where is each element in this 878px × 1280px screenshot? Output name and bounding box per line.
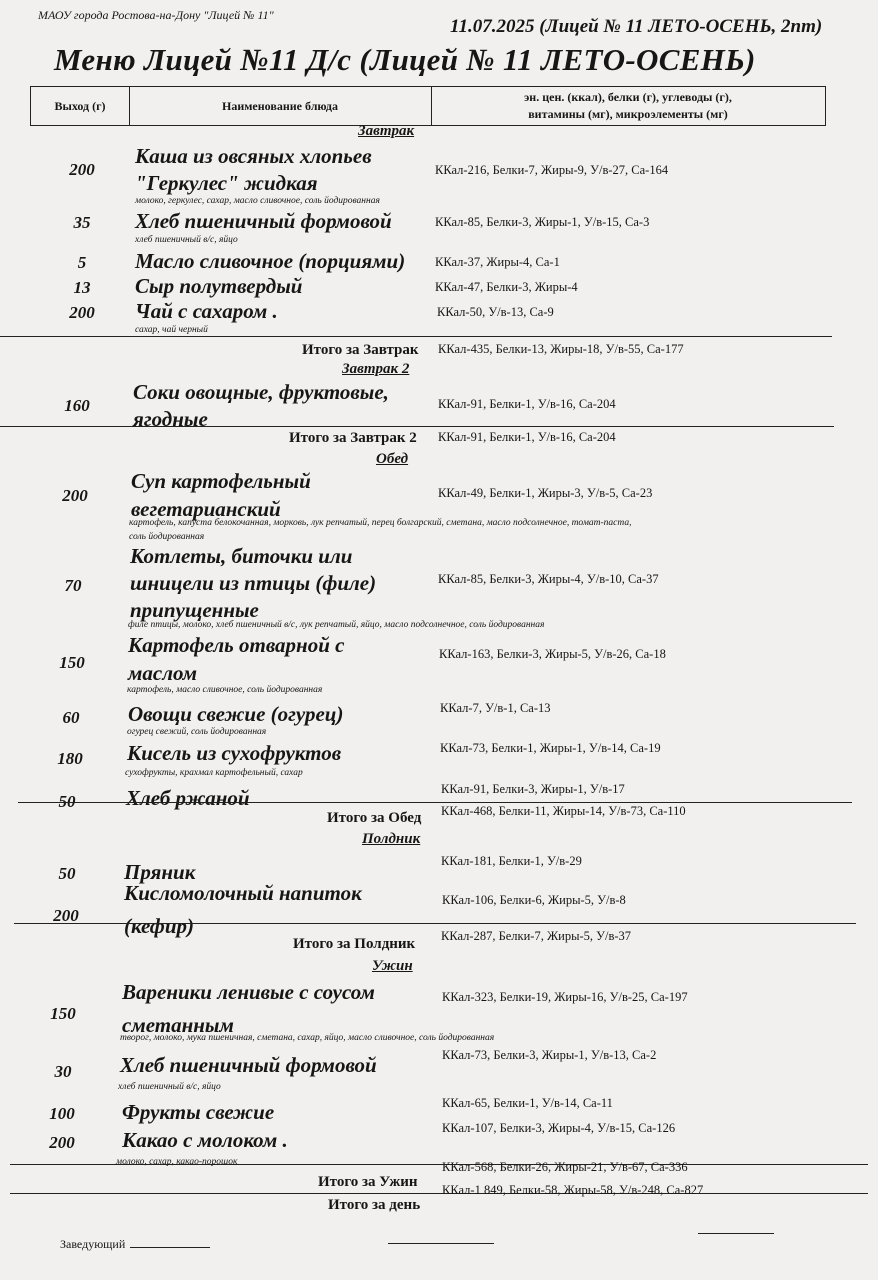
dish-nutrition: ККал-91, Белки-3, Жиры-1, У/в-17 <box>441 782 625 796</box>
total-label: Итого за Завтрак 2 <box>289 430 417 446</box>
item-qty: 150 <box>50 1004 76 1023</box>
dish-name: Каша из овсяных хлопьев <box>135 144 372 168</box>
organization-name: МАОУ города Ростова-на-Дону "Лицей № 11" <box>38 8 274 22</box>
dish-ingredients: творог, молоко, мука пшеничная, сметана, сахар, яйцо, масло сливочное, соль йодированная <box>120 1033 495 1043</box>
dish-nutrition: ККал-323, Белки-19, Жиры-16, У/в-25, Са-197 <box>442 990 688 1004</box>
section-snack-title: Полдник <box>362 831 421 847</box>
item-qty: 200 <box>69 303 95 322</box>
total-nutrition: ККал-91, Белки-1, У/в-16, Са-204 <box>438 430 616 444</box>
column-nutrition-line2: витамины (мг), микроэлементы (мг) <box>528 107 728 121</box>
item-qty: 160 <box>64 396 90 415</box>
dish-name: маслом <box>128 661 198 685</box>
dish-name: Фрукты свежие <box>122 1100 275 1124</box>
day-total-label: Итого за день <box>328 1197 421 1213</box>
dish-name: припущенные <box>130 598 259 622</box>
dish-nutrition: ККал-181, Белки-1, У/в-29 <box>441 854 582 868</box>
item-qty: 180 <box>57 749 83 768</box>
column-nutrition <box>431 87 825 125</box>
divider <box>0 426 834 427</box>
dish-ingredients: сахар, чай черный <box>135 325 208 335</box>
column-yield: Выход (г) <box>54 98 106 113</box>
dish-nutrition: ККал-49, Белки-1, Жиры-3, У/в-5, Са-23 <box>438 486 653 500</box>
divider <box>10 1164 868 1165</box>
dish-name: Картофель отварной с <box>128 633 345 657</box>
column-header-table <box>30 86 826 126</box>
dish-nutrition: ККал-91, Белки-1, У/в-16, Са-204 <box>438 397 616 411</box>
dish-name: Кисломолочный напиток <box>124 881 362 905</box>
total-label: Итого за Полдник <box>293 936 416 952</box>
dish-nutrition: ККал-7, У/в-1, Са-13 <box>440 701 551 715</box>
section-breakfast2-title: Завтрак 2 <box>342 361 410 377</box>
dish-nutrition: ККал-85, Белки-3, Жиры-1, У/в-15, Са-3 <box>435 215 650 229</box>
total-label: Итого за Ужин <box>318 1174 418 1190</box>
dish-name: "Геркулес" жидкая <box>135 171 318 195</box>
dish-name: Масло сливочное (порциями) <box>135 249 406 273</box>
dish-name: Вареники ленивые с соусом <box>122 980 375 1004</box>
column-name: Наименование блюда <box>222 98 338 113</box>
dish-ingredients: огурец свежий, соль йодированная <box>127 727 267 737</box>
total-nutrition: ККал-568, Белки-26, Жиры-21, У/в-67, Са-336 <box>442 1160 688 1174</box>
signature-line <box>130 1247 210 1248</box>
dish-name: Котлеты, биточки или <box>130 544 353 568</box>
dish-ingredients: сухофрукты, крахмал картофельный, сахар <box>125 768 303 778</box>
dish-nutrition: ККал-107, Белки-3, Жиры-4, У/в-15, Са-126 <box>442 1121 676 1135</box>
column-nutrition-line1: эн. цен. (ккал), белки (г), углеводы (г), <box>524 90 732 105</box>
dish-name: Сыр полутвердый <box>135 274 303 298</box>
dish-name: Пряник <box>124 860 196 884</box>
item-qty: 200 <box>53 906 79 925</box>
item-qty: 200 <box>69 160 95 179</box>
dish-ingredients: хлеб пшеничный в/с, яйцо <box>135 235 238 245</box>
item-qty: 13 <box>73 278 91 297</box>
dish-name: Кисель из сухофруктов <box>127 741 342 765</box>
dish-nutrition: ККал-85, Белки-3, Жиры-4, У/в-10, Са-37 <box>438 572 659 586</box>
dish-nutrition: ККал-73, Белки-1, Жиры-1, У/в-14, Са-19 <box>440 741 661 755</box>
item-qty: 70 <box>64 576 82 595</box>
divider <box>18 802 852 803</box>
day-total-nutrition: ККал-1 849, Белки-58, Жиры-58, У/в-248, Са-827 <box>442 1183 704 1197</box>
item-qty: 30 <box>54 1062 72 1081</box>
dish-name: Какао с молоком . <box>122 1128 288 1152</box>
section-dinner-title: Ужин <box>372 958 413 974</box>
dish-ingredients: соль йодированная <box>129 532 205 542</box>
item-qty: 100 <box>49 1104 75 1123</box>
item-qty: 60 <box>62 708 80 727</box>
item-qty: 200 <box>62 486 88 505</box>
dish-ingredients: филе птицы, молоко, хлеб пшеничный в/с, лук репчатый, яйцо, масло подсолнечное, соль йодированная <box>128 620 545 630</box>
item-qty: 50 <box>58 792 76 811</box>
menu-date: 11.07.2025 (Лицей № 11 ЛЕТО-ОСЕНЬ, 2пт) <box>450 16 823 37</box>
total-nutrition: ККал-435, Белки-13, Жиры-18, У/в-55, Са-177 <box>438 342 684 356</box>
dish-name: Овощи свежие (огурец) <box>128 702 344 726</box>
dish-ingredients: картофель, капуста белокочанная, морковь, лук репчатый, перец болгарский, сметана, масло подсолнечное, томат-паста, <box>129 518 632 528</box>
dish-nutrition: ККал-47, Белки-3, Жиры-4 <box>435 280 578 294</box>
dish-name: шницели из птицы (филе) <box>130 571 377 595</box>
total-label: Итого за Обед <box>327 810 422 826</box>
item-qty: 50 <box>58 864 76 883</box>
section-breakfast-title: Завтрак <box>358 123 415 139</box>
dish-nutrition: ККал-106, Белки-6, Жиры-5, У/в-8 <box>442 893 626 907</box>
dish-name: ягодные <box>133 407 208 431</box>
section-lunch-title: Обед <box>376 451 409 467</box>
dish-name: (кефир) <box>124 914 195 938</box>
dish-name: сметанным <box>122 1013 234 1037</box>
item-qty: 35 <box>73 213 91 232</box>
total-nutrition: ККал-468, Белки-11, Жиры-14, У/в-73, Са-110 <box>441 804 686 818</box>
item-qty: 150 <box>59 653 85 672</box>
dish-name: Хлеб пшеничный формовой <box>135 209 392 233</box>
dish-nutrition: ККал-37, Жиры-4, Са-1 <box>435 255 560 269</box>
dish-nutrition: ККал-73, Белки-3, Жиры-1, У/в-13, Са-2 <box>442 1048 657 1062</box>
dish-nutrition: ККал-50, У/в-13, Са-9 <box>437 305 554 319</box>
dish-ingredients: молоко, сахар, какао-порошок <box>116 1157 238 1167</box>
total-label: Итого за Завтрак <box>302 342 419 358</box>
dish-ingredients: картофель, масло сливочное, соль йодированная <box>127 685 323 695</box>
total-nutrition: ККал-287, Белки-7, Жиры-5, У/в-37 <box>441 929 632 943</box>
signature-line <box>388 1243 494 1244</box>
signature-line <box>698 1233 774 1234</box>
dish-name: Соки овощные, фруктовые, <box>133 380 389 404</box>
divider <box>14 923 856 924</box>
dish-name: вегетарианский <box>131 497 281 521</box>
dish-nutrition: ККал-216, Белки-7, Жиры-9, У/в-27, Са-164 <box>435 163 669 177</box>
dish-ingredients: молоко, геркулес, сахар, масло сливочное, соль йодированная <box>135 196 380 206</box>
divider <box>10 1193 868 1194</box>
dish-name: Хлеб ржаной <box>126 786 250 810</box>
head-label: Заведующий <box>60 1237 126 1251</box>
item-qty: 5 <box>77 253 87 272</box>
dish-name: Чай с сахаром . <box>135 299 278 323</box>
dish-name: Хлеб пшеничный формовой <box>120 1053 377 1077</box>
dish-name: Суп картофельный <box>131 469 311 493</box>
dish-nutrition: ККал-163, Белки-3, Жиры-5, У/в-26, Са-18 <box>439 647 666 661</box>
divider <box>0 336 832 337</box>
page-title: Меню Лицей №11 Д/с (Лицей № 11 ЛЕТО-ОСЕНЬ) <box>54 42 756 77</box>
dish-ingredients: хлеб пшеничный в/с, яйцо <box>118 1082 221 1092</box>
item-qty: 200 <box>49 1133 75 1152</box>
dish-nutrition: ККал-65, Белки-1, У/в-14, Са-11 <box>442 1096 613 1110</box>
